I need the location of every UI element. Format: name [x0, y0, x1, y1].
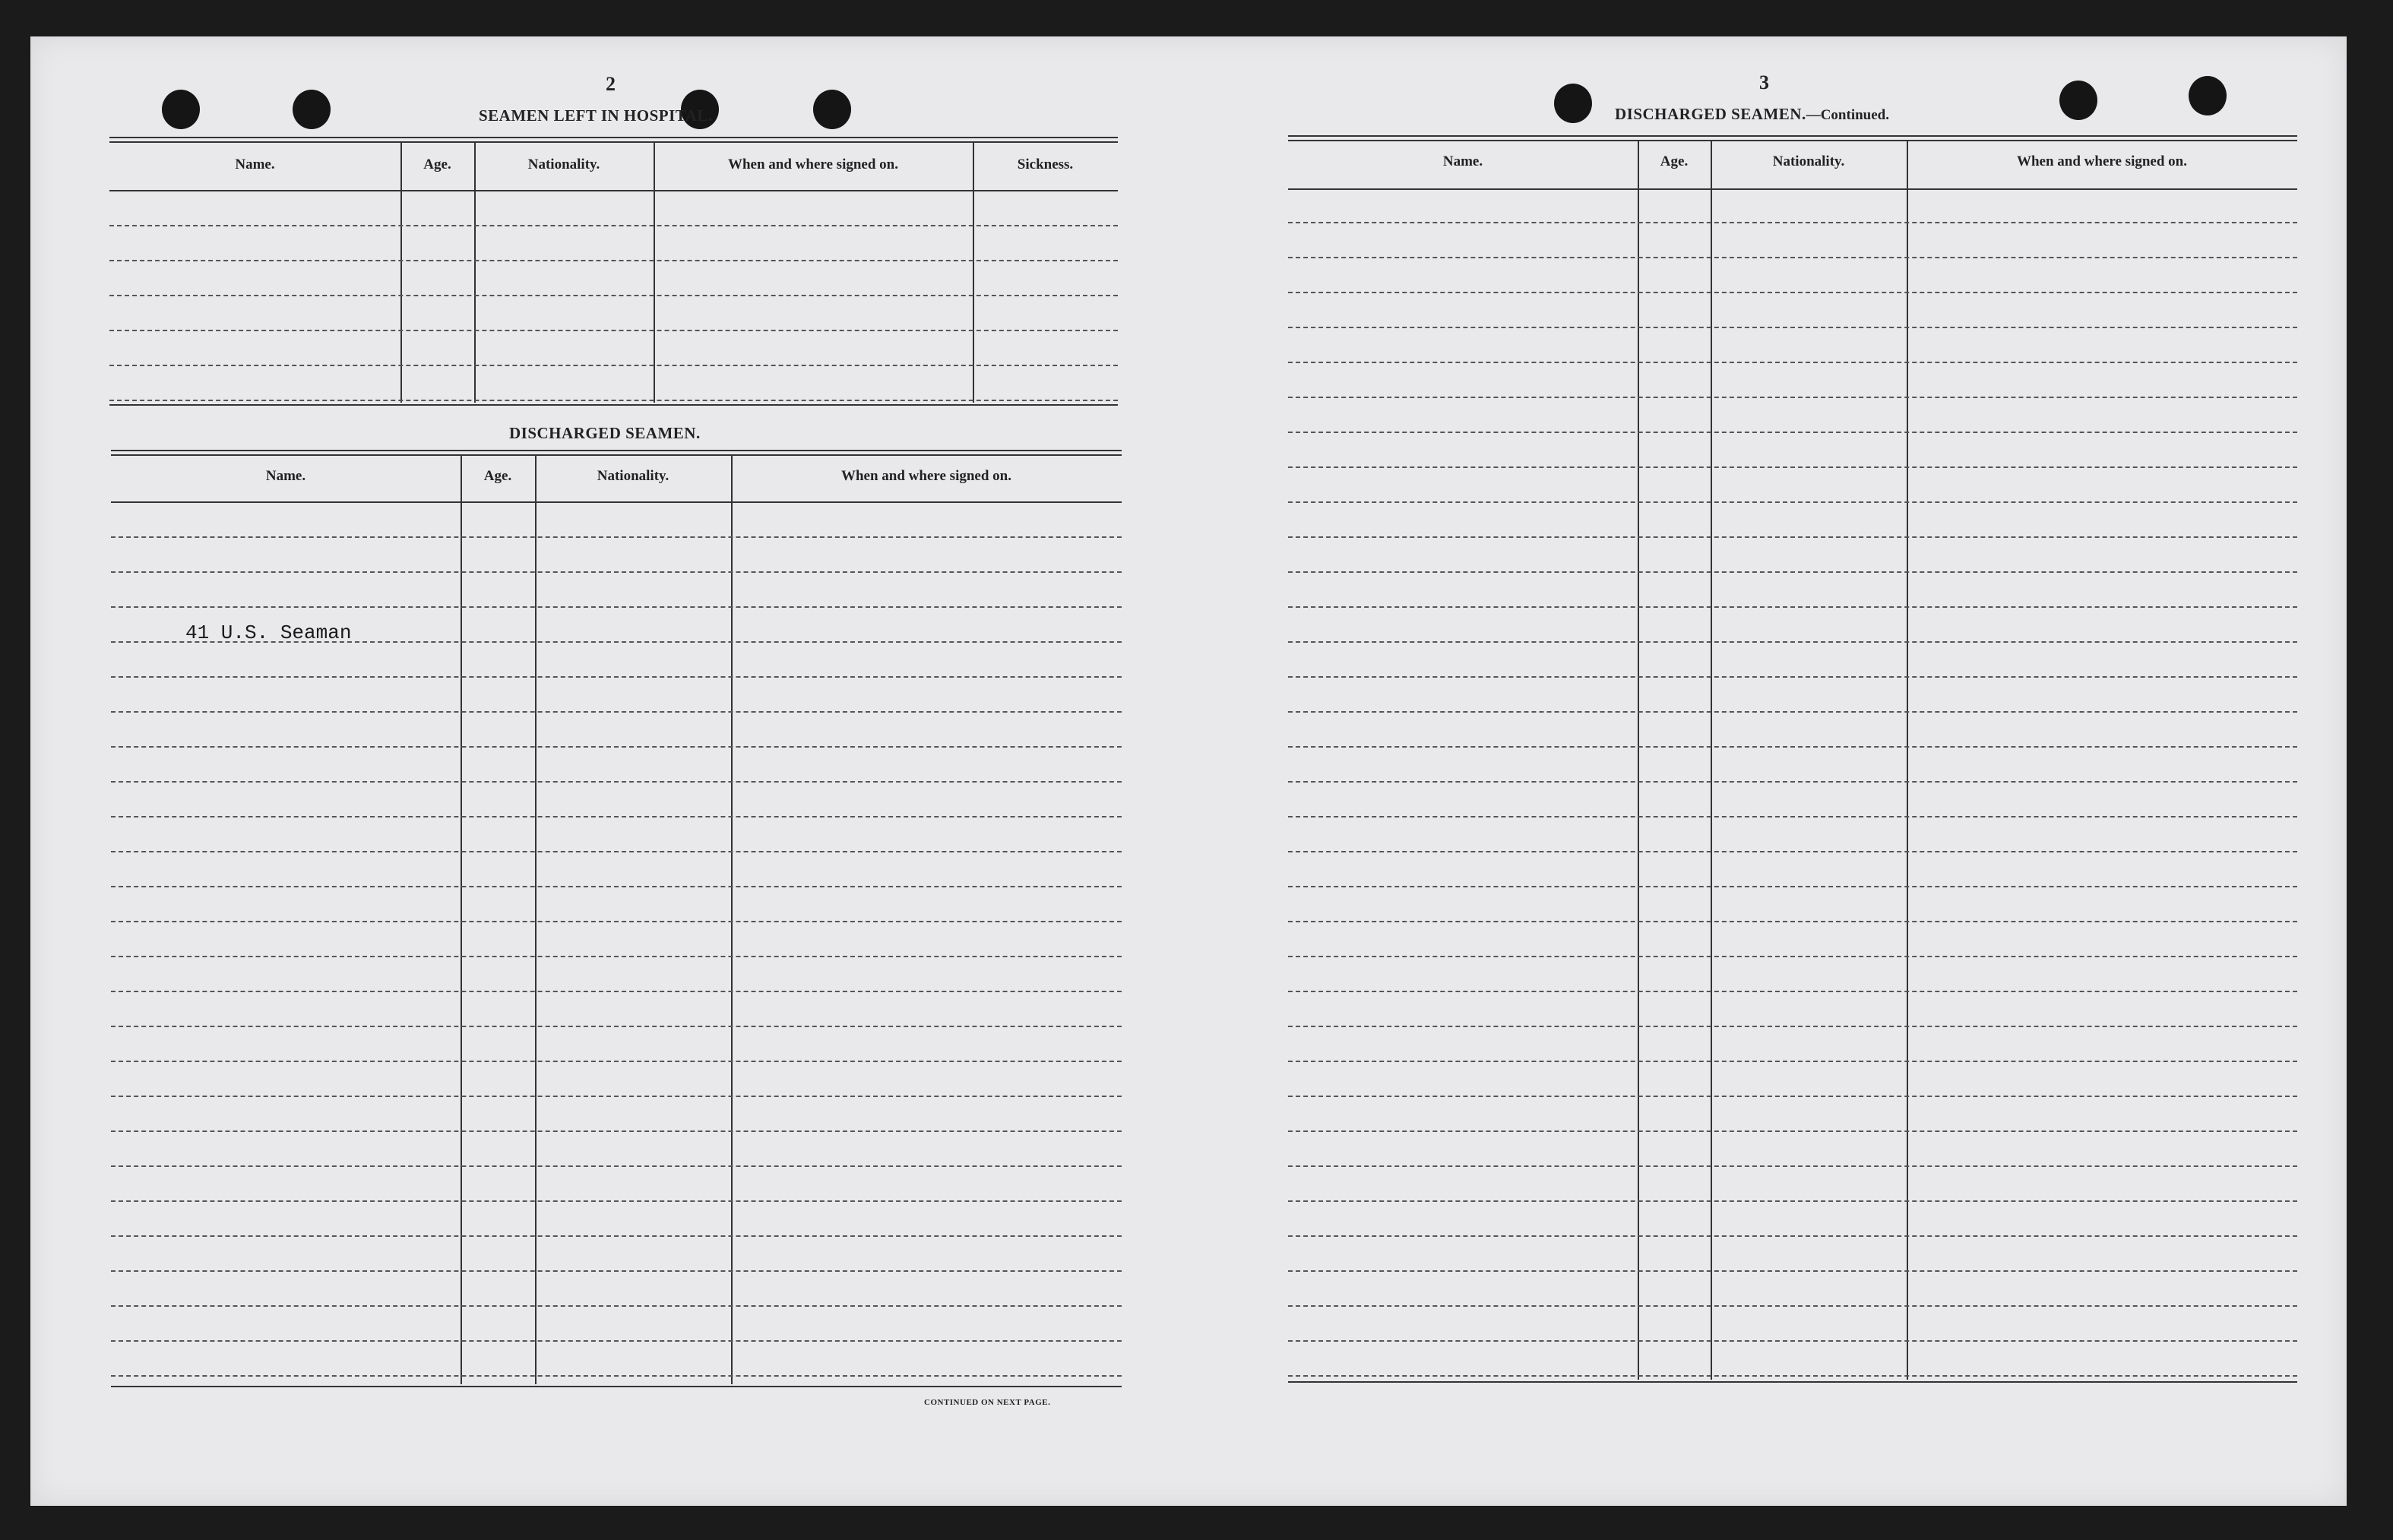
column-divider — [461, 456, 462, 1384]
rule — [111, 450, 1122, 456]
column-divider — [535, 456, 537, 1384]
rule — [109, 190, 1118, 191]
column-divider — [474, 143, 476, 403]
dotted-row-line — [111, 536, 1122, 538]
dotted-row-line — [109, 330, 1118, 331]
page-number: 2 — [606, 73, 616, 95]
dotted-row-line — [109, 295, 1118, 296]
dotted-row-line — [1288, 1130, 2297, 1132]
dotted-row-line — [1288, 676, 2297, 678]
dotted-row-line — [1288, 991, 2297, 992]
dotted-row-line — [1288, 1235, 2297, 1237]
dotted-row-line — [1288, 1375, 2297, 1377]
dotted-row-line — [1288, 397, 2297, 398]
dotted-row-line — [1288, 921, 2297, 922]
dotted-row-line — [111, 991, 1122, 992]
column-header-sickness: Sickness. — [1017, 157, 1074, 172]
rule — [111, 1386, 1122, 1387]
dotted-row-line — [1288, 641, 2297, 643]
dotted-row-line — [111, 1200, 1122, 1202]
dotted-row-line — [111, 676, 1122, 678]
dotted-row-line — [1288, 1061, 2297, 1062]
dotted-row-line — [109, 365, 1118, 366]
dotted-row-line — [109, 260, 1118, 261]
dotted-row-line — [111, 1305, 1122, 1307]
punch-hole — [162, 90, 200, 129]
dotted-row-line — [1288, 816, 2297, 817]
punch-hole — [813, 90, 851, 129]
dotted-row-line — [1288, 362, 2297, 363]
column-header-name: Name. — [235, 157, 275, 172]
column-divider — [973, 143, 974, 403]
column-header-signed-on: When and where signed on. — [2016, 153, 2187, 169]
hospital-table — [109, 137, 1118, 456]
punch-hole — [1554, 84, 1592, 123]
dotted-row-line — [1288, 1305, 2297, 1307]
column-header-name: Name. — [1442, 153, 1483, 169]
typed-entry: 41 U.S. Seaman — [185, 621, 352, 644]
column-header-signed-on: When and where signed on. — [840, 468, 1011, 484]
dotted-row-line — [111, 1130, 1122, 1132]
column-divider — [400, 143, 402, 403]
dotted-row-line — [1288, 536, 2297, 538]
dotted-row-line — [111, 606, 1122, 608]
column-divider — [654, 143, 655, 403]
dotted-row-line — [1288, 781, 2297, 783]
punch-hole — [2189, 76, 2227, 115]
dotted-row-line — [1288, 1096, 2297, 1097]
dotted-row-line — [1288, 711, 2297, 713]
dotted-row-line — [111, 956, 1122, 957]
column-header-nationality: Nationality. — [597, 468, 669, 484]
dotted-row-line — [111, 851, 1122, 852]
rule — [109, 137, 1118, 143]
dotted-row-line — [1288, 886, 2297, 887]
dotted-row-line — [111, 1026, 1122, 1027]
dotted-row-line — [1288, 571, 2297, 573]
dotted-row-line — [111, 816, 1122, 817]
dotted-row-line — [109, 225, 1118, 226]
dotted-row-line — [111, 711, 1122, 713]
dotted-row-line — [1288, 292, 2297, 293]
column-divider — [731, 456, 733, 1384]
dotted-row-line — [111, 1375, 1122, 1377]
column-header-nationality: Nationality. — [1772, 153, 1845, 169]
column-header-age: Age. — [423, 157, 451, 172]
dotted-row-line — [111, 1270, 1122, 1272]
dotted-row-line — [1288, 851, 2297, 852]
column-header-nationality: Nationality. — [527, 157, 600, 172]
dotted-row-line — [1288, 1165, 2297, 1167]
dotted-row-line — [111, 1165, 1122, 1167]
discharged-section-title: DISCHARGED SEAMEN. — [509, 424, 701, 442]
discharged-continued-table — [1288, 135, 2297, 1436]
dotted-row-line — [111, 641, 1122, 643]
section-title-suffix: —Continued. — [1806, 107, 1889, 123]
column-header-name: Name. — [265, 468, 306, 484]
dotted-row-line — [1288, 1026, 2297, 1027]
dotted-row-line — [111, 1061, 1122, 1062]
dotted-row-line — [111, 1340, 1122, 1342]
punch-hole — [293, 90, 331, 129]
rule — [1288, 188, 2297, 190]
discharged-table — [111, 450, 1122, 1437]
dotted-row-line — [1288, 432, 2297, 433]
dotted-row-line — [111, 571, 1122, 573]
dotted-row-line — [111, 746, 1122, 748]
dotted-row-line — [111, 781, 1122, 783]
dotted-row-line — [1288, 327, 2297, 328]
dotted-row-line — [111, 1096, 1122, 1097]
dotted-row-line — [1288, 466, 2297, 468]
rule — [1288, 135, 2297, 141]
dotted-row-line — [1288, 606, 2297, 608]
right-page — [1182, 36, 2347, 1506]
section-title-text: DISCHARGED SEAMEN. — [1615, 105, 1806, 123]
page-number: 3 — [1759, 71, 1769, 93]
continued-footer: CONTINUED ON NEXT PAGE. — [924, 1398, 1051, 1407]
dotted-row-line — [1288, 956, 2297, 957]
dotted-row-line — [1288, 1270, 2297, 1272]
dotted-row-line — [109, 400, 1118, 401]
rule — [111, 501, 1122, 503]
column-header-signed-on: When and where signed on. — [727, 157, 898, 172]
hospital-section-title: SEAMEN LEFT IN HOSPITAL. — [479, 106, 713, 125]
dotted-row-line — [1288, 746, 2297, 748]
dotted-row-line — [1288, 257, 2297, 258]
dotted-row-line — [111, 1235, 1122, 1237]
discharged-continued-title — [1615, 105, 1889, 124]
rule — [1288, 1381, 2297, 1383]
dotted-row-line — [1288, 1340, 2297, 1342]
punch-hole — [2059, 81, 2097, 120]
dotted-row-line — [111, 886, 1122, 887]
left-page — [30, 36, 1170, 1506]
dotted-row-line — [111, 921, 1122, 922]
dotted-row-line — [1288, 501, 2297, 503]
rule — [109, 404, 1118, 406]
dotted-row-line — [1288, 222, 2297, 223]
dotted-row-line — [1288, 1200, 2297, 1202]
ledger-sheet — [30, 36, 2347, 1506]
column-header-age: Age. — [483, 468, 512, 484]
column-header-age: Age. — [1660, 153, 1689, 169]
